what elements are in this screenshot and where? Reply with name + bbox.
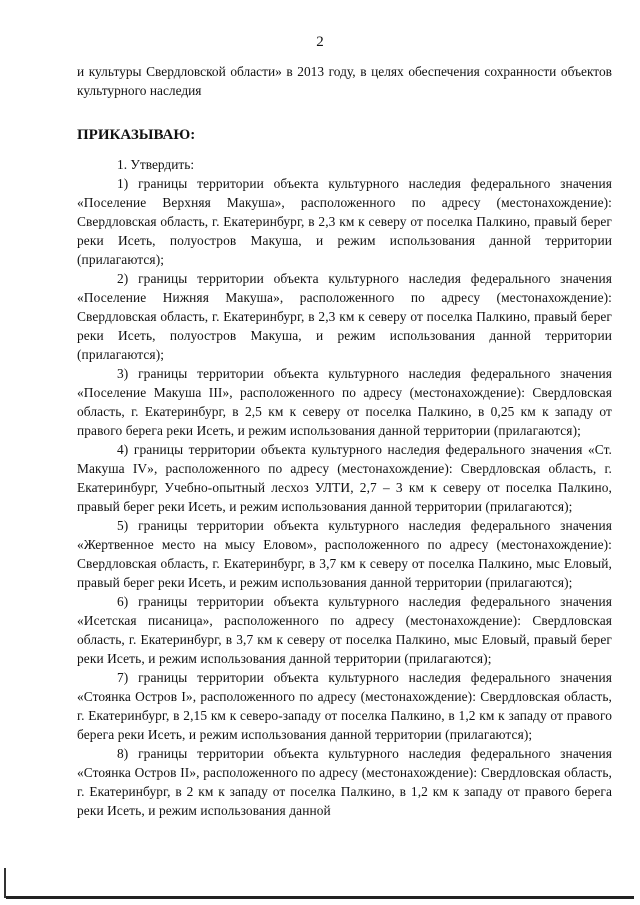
approve-line: 1. Утвердить:: [117, 157, 195, 172]
list-item: 6) границы территории объекта культурного наследия федерального значения «Исетская писаница», расположенного по адресу (местонахождение): Свердловская область, г. Екатеринбург, в 3,7 км к северу от поселка Палкино, мыс Еловый, правый берег реки Исеть, и режим использования данной территории (прилагаются);: [77, 594, 612, 666]
page-bottom-rule: [6, 896, 634, 899]
scan-edge-mark: [4, 868, 6, 898]
page-number: 2: [316, 34, 324, 50]
list-item: 1) границы территории объекта культурного наследия федерального значения «Поселение Верхняя Макуша», расположенного по адресу (местонахождение): Свердловская область, г. Екатеринбург, в 2,3 км к северу от поселка Палкино, правый берег реки Исеть, полуостров Макуша, и режим использования данной территории (прилагаются);: [77, 176, 612, 267]
list-item: 3) границы территории объекта культурного наследия федерального значения «Поселение Макуша III», расположенного по адресу (местонахождение): Свердловская область, г. Екатеринбург, в 2,5 км к северу от поселка Палкино, в 0,25 км к западу от правого берега реки Исеть, и режим использования данной территории (прилагаются);: [77, 366, 612, 438]
list-item: 2) границы территории объекта культурного наследия федерального значения «Поселение Нижняя Макуша», расположенного по адресу (местонахождение): Свердловская область, г. Екатеринбург, в 2,3 км к северу от поселка Палкино, правый берег реки Исеть, полуостров Макуша, и режим использования данной территории (прилагаются);: [77, 271, 612, 362]
list-item: 4) границы территории объекта культурного наследия федерального значения «Ст. Макуша IV», расположенного по адресу (местонахождение): Свердловская область, г. Екатеринбург, Учебно-опытный лесхоз УЛТИ, 2,7 – 3 км к северу от поселка Палкино, правый берег реки Исеть, и режим использования данной территории (прилагаются);: [77, 442, 612, 514]
list-item: 7) границы территории объекта культурного наследия федерального значения «Стоянка Остров I», расположенного по адресу (местонахождение): Свердловская область, г. Екатеринбург, в 2,15 км к северо-западу от поселка Палкино, в 1,2 км к западу от правого берега реки Исеть, и режим использования данной территории (прилагаются);: [77, 670, 612, 742]
document-body: [77, 62, 612, 820]
order-heading: ПРИКАЗЫВАЮ:: [77, 127, 196, 143]
list-item: 8) границы территории объекта культурного наследия федерального значения «Стоянка Остров II», расположенного по адресу (местонахождение): Свердловская область, г. Екатеринбург, в 2 км к западу от поселка Палкино, в 1,2 км к западу от правого берега реки Исеть, и режим использования данной: [77, 746, 612, 818]
list-item: 5) границы территории объекта культурного наследия федерального значения «Жертвенное место на мысу Еловом», расположенного по адресу (местонахождение): Свердловская область, г. Екатеринбург, в 3,7 км к северу от поселка Палкино, мыс Еловый, правый берег реки Исеть, и режим использования данной территории (прилагаются);: [77, 518, 612, 590]
intro-paragraph: и культуры Свердловской области» в 2013 году, в целях обеспечения сохранности объектов культурного наследия: [77, 64, 612, 98]
